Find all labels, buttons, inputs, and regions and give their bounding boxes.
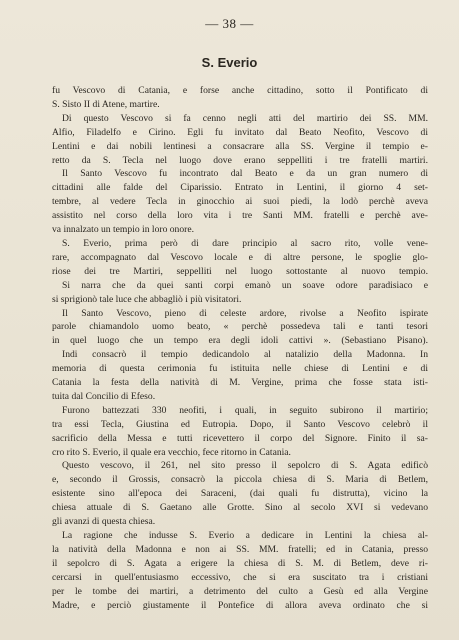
- text-line: La ragione che indusse S. Everio a dedicare in Lentini la chiesa al-: [62, 530, 428, 541]
- text-line: chiesa attuale di S. Gaetano alle Grotte. Sino al secolo XVI si vedevano: [52, 502, 428, 514]
- text-line: memoria di questa cerimonia fu istituita nelle chiese di Lentini e di: [52, 363, 428, 375]
- text-line: gli avanzi di questa chiesa.: [52, 516, 156, 528]
- text-line: Madre, e perciò giustamente il Pontefice di allora aveva ordinato che si: [52, 599, 428, 611]
- text-line: Indi consacrò il tempio dedicandolo al natalizio della Madonna. In: [62, 349, 428, 361]
- text-line: retto da S. Tecla nel luogo dove erano seppelliti i tre fratelli martiri.: [52, 154, 428, 166]
- text-line: la natività della Madonna e non ai SS. MM. fratelli; ed in Catania, presso: [52, 543, 428, 555]
- text-line: e, secondo il Grossis, consacrò la piccola chiesa di S. Maria di Betlem,: [52, 474, 428, 486]
- text-line: riose dei tre Martiri, seppelliti nel luogo sottostante al nuovo tempio.: [52, 265, 428, 277]
- text-line: S. Sisto II di Atene, martire.: [52, 98, 160, 110]
- page-number: — 38 —: [205, 16, 254, 31]
- text-line: fu Vescovo di Catania, e forse anche cittadino, sotto il Pontificato di: [52, 85, 428, 96]
- text-line: si sprigionò tale luce che abbagliò i più visitatori.: [52, 293, 242, 305]
- section-title: S. Everio: [201, 55, 258, 70]
- text-line: cro rito S. Everio, il quale era vecchio, fece ritorno in Catania.: [52, 446, 291, 458]
- text-line: cittadini alle falde del Ciparissio. Entrato in Lentini, il giorno 4 set-: [52, 182, 428, 194]
- text-line: Catania la festa della natività di M. Vergine, prima che fosse stata isti-: [52, 377, 428, 389]
- text-line: Il Santo Vescovo fu incontrato dal Beato e da un gran numero di: [62, 168, 428, 180]
- text-line: Alfio, Filadelfo e Cirino. Egli fu invitato dal Beato Neofito, Vescovo di: [52, 126, 428, 138]
- text-line: il sepolcro di S. Agata a erigere la chiesa di S. M. di Betlem, deve ri-: [52, 557, 428, 569]
- text-line: tuita dal Concilio di Efeso.: [52, 390, 156, 402]
- text-line: Si narra che da quei santi corpi emanò un soave odore paradisiaco e: [62, 279, 428, 291]
- text-line: tembre, al vedere Tecla in ginocchio ai suoi piedi, la lodò perchè aveva: [52, 196, 428, 208]
- text-line: cercarsi in quell'entusiasmo eccessivo, che si era suscitato tra i cristiani: [52, 571, 428, 583]
- text-line: Il Santo Vescovo, pieno di celeste ardore, rivolse a Neofito ispirate: [62, 307, 428, 319]
- text-line: assistito nel corso della loro vita i tre Santi MM. fratelli e perchè ave-: [52, 210, 428, 222]
- text-line: per le tombe dei martiri, a detrimento del culto a Gesù ed alla Vergine: [52, 585, 428, 597]
- text-line: rare, accompagnato dal Vescovo locale e di altre persone, le spoglie glo-: [52, 251, 428, 263]
- text-line: Lentini e dai nobili lentinesi a consacrare alla SS. Vergine il tempio e-: [52, 140, 428, 152]
- text-line: va innalzato un tempio in loro onore.: [52, 224, 195, 236]
- text-line: Di questo Vescovo si fa cenno negli atti del martirio dei SS. MM.: [62, 112, 428, 124]
- text-line: Furono battezzati 330 neofiti, i quali, in seguito subirono il martirio;: [62, 404, 428, 416]
- body-text: [52, 84, 428, 612]
- text-line: sacrificio della Messa e tutti ricevettero il corpo del Signore. Finito il sa-: [52, 432, 428, 444]
- text-line: parole chiamandolo uomo beato, « perchè possedeva tali e tanti tesori: [52, 321, 428, 333]
- text-line: esistente sino all'epoca dei Saraceni, (dai quali fu distrutta), vicino la: [52, 488, 428, 500]
- text-line: in quel luogo che un tempo era degli idoli cattivi ». (Sebastiano Pisano).: [52, 335, 428, 347]
- text-line: tra essi Tecla, Giustina ed Eutropia. Dopo, il Santo Vescovo celebrò il: [52, 418, 428, 430]
- text-line: S. Everio, prima però di dare principio al sacro rito, volle vene-: [62, 237, 428, 249]
- text-line: Questo vescovo, il 261, nel sito presso il sepolcro di S. Agata edificò: [62, 460, 428, 472]
